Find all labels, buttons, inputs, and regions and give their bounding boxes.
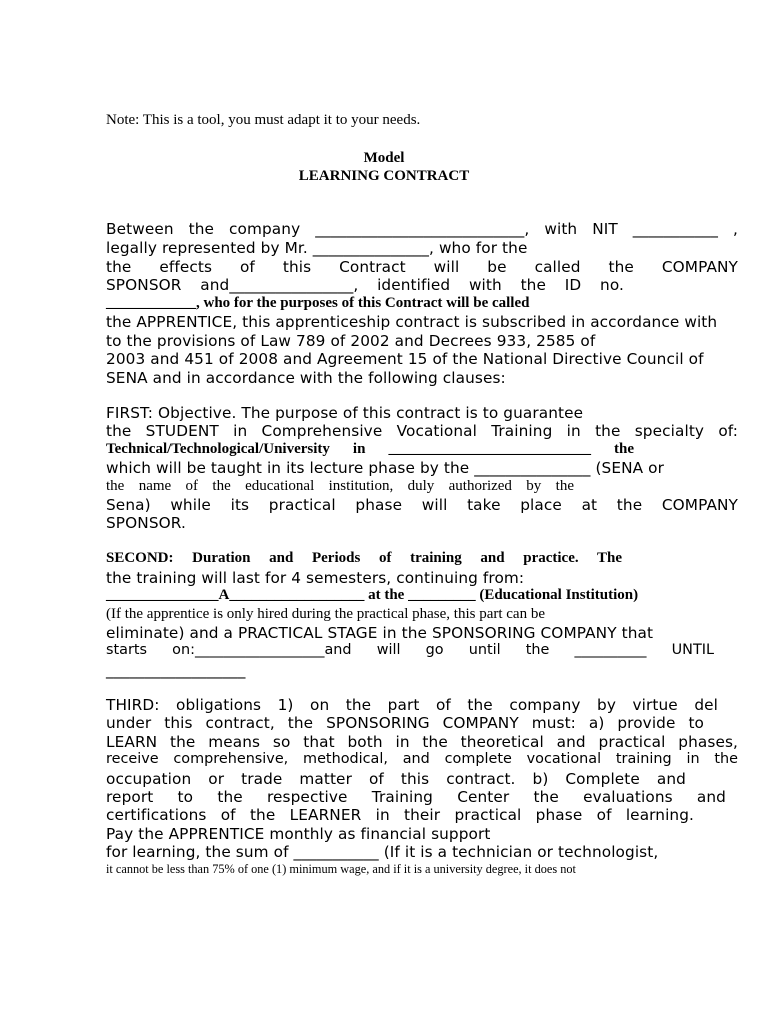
clause-first-line: FIRST: Objective. The purpose of this contract is to guarantee [106,404,584,422]
clause-first-line: the name of the educational institution, duly authorized by the [106,478,574,494]
paragraph-line: legally represented by Mr. _______________, who for the [106,239,528,257]
clause-third-line: occupation or trade matter of this contract. b) Complete and [106,770,686,788]
clause-second-line: the training will last for 4 semesters, continuing from: [106,569,525,587]
clause-third-line: LEARN the means so that both in the theoretical and practical phases, [106,733,738,751]
clause-third-line: certifications of the LEARNER in their practical phase of learning. [106,806,694,824]
clause-third-line: for learning, the sum of ___________ (If it is a technician or technologist, [106,843,659,861]
paragraph-line: SPONSOR and________________, identified with the ID no. [106,276,624,294]
clause-first-line: which will be taught in its lecture phase by the _______________ (SENA or [106,459,665,477]
paragraph-line: 2003 and 451 of 2008 and Agreement 15 of the National Directive Council of [106,350,704,368]
clause-second-line: SECOND: Duration and Periods of training and practice. The [106,550,622,566]
clause-third-line: it cannot be less than 75% of one (1) minimum wage, and if it is a university degree, it does not [106,862,576,876]
clause-first-line: Sena) while its practical phase will take place at the COMPANY [106,496,738,514]
heading-model: Model [363,150,405,166]
clause-second-line: starts on:__________________and will go until the __________ UNTIL [106,642,714,658]
clause-second-line: (If the apprentice is only hired during the practical phase, this part can be [106,606,545,622]
paragraph-line: ____________, who for the purposes of this Contract will be called [106,295,530,311]
clause-third-line: receive comprehensive, methodical, and complete vocational training in the [106,751,738,767]
clause-first-line: SPONSOR. [106,514,186,532]
clause-first-line: the STUDENT in Comprehensive Vocational Training in the specialty of: [106,422,738,440]
note-text: Note: This is a tool, you must adapt it to your needs. [106,112,421,128]
paragraph-line: the APPRENTICE, this apprenticeship contract is subscribed in accordance with [106,313,718,331]
paragraph-line: the effects of this Contract will be called the COMPANY [106,258,738,276]
clause-third-line: report to the respective Training Center the evaluations and [106,788,726,806]
clause-first-line: Technical/Technological/University in ___________________________ the [106,441,634,457]
paragraph-line: Between the company ___________________________, with NIT ___________ , [106,220,738,238]
clause-third-line: Pay the APPRENTICE monthly as financial support [106,825,491,843]
clause-third-line: under this contract, the SPONSORING COMPANY must: a) provide to [106,714,704,732]
clause-second-line: _______________A__________________ at the _________ (Educational Institution) [106,587,639,603]
clause-third-line: THIRD: obligations 1) on the part of the company by virtue del [106,696,718,714]
clause-second-line: eliminate) and a PRACTICAL STAGE in the SPONSORING COMPANY that [106,624,654,642]
page-title: LEARNING CONTRACT [298,168,470,184]
paragraph-line: to the provisions of Law 789 of 2002 and Decrees 933, 2585 of [106,332,596,350]
clause-second-line: __________________ [106,661,246,679]
paragraph-line: SENA and in accordance with the following clauses: [106,369,506,387]
